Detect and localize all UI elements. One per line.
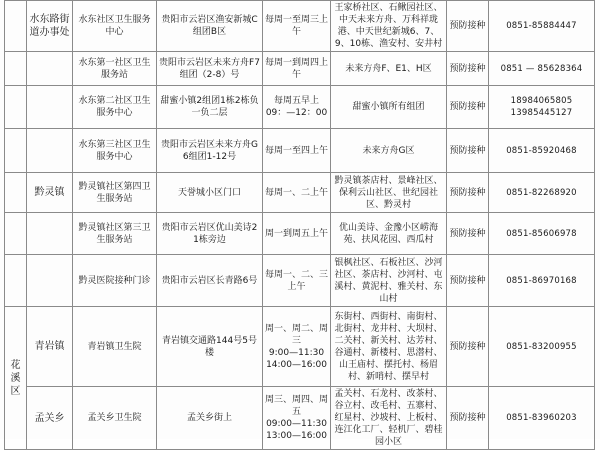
service-cell bbox=[447, 86, 489, 129]
address-text: 孟关乡街上 bbox=[186, 413, 232, 423]
area-text: 孟关村、石龙村、改茶村、谷立村、改毛村、五寨村、红星村、沙坡村、上板村、连江化工厂、轻机厂、碧桂园小区 bbox=[334, 389, 443, 447]
site-cell bbox=[73, 52, 157, 86]
area-text: 优山美诗、金豫小区崂海苑、扶风花园、西瓜村 bbox=[338, 222, 438, 245]
address-text: 贵阳市云岩区长青路6号 bbox=[161, 275, 258, 286]
address-text: 甜蜜小镇2组团1栋2栋负一负二层 bbox=[160, 96, 259, 118]
site-text: 水东第一社区卫生服务站 bbox=[78, 57, 151, 80]
service-text: 预防接种 bbox=[449, 63, 486, 74]
site-text: 水东第三社区卫生服务中心 bbox=[78, 139, 151, 162]
area-text: 银枫社区、石板社区、沙河社区、茶店村、沙河村、屯溪村、黄泥村、雅关村、东山村 bbox=[334, 257, 443, 304]
district-text: 花溪区 bbox=[10, 359, 21, 397]
phone-cell bbox=[489, 1, 595, 52]
hours-text: 09：—12：00 bbox=[265, 108, 328, 118]
address-cell bbox=[157, 129, 263, 173]
table-body bbox=[5, 1, 595, 450]
area-cell bbox=[331, 52, 447, 86]
phone-text: 0851-83960203 bbox=[506, 413, 577, 423]
phone-text: 0851-85884447 bbox=[506, 21, 577, 31]
table-row bbox=[5, 52, 595, 86]
hours-text: 周一、周二、周三 bbox=[265, 323, 329, 346]
hours-text: 9:00—11:30 14:00—16:00 bbox=[266, 347, 327, 370]
district-cell bbox=[5, 52, 27, 86]
hours-text: 13:00—16:00 bbox=[266, 431, 327, 441]
hours-cell bbox=[263, 1, 331, 52]
table-row bbox=[5, 86, 595, 129]
town-cell bbox=[27, 255, 73, 307]
area-cell bbox=[331, 255, 447, 307]
district-cell bbox=[5, 86, 27, 129]
service-cell bbox=[447, 173, 489, 213]
hours-cell bbox=[263, 213, 331, 255]
town-cell bbox=[27, 52, 73, 86]
site-text: 孟关乡卫生院 bbox=[87, 413, 142, 423]
service-cell bbox=[447, 387, 489, 450]
service-cell bbox=[447, 255, 489, 307]
hours-text: 09:00—11:30 bbox=[266, 419, 327, 429]
address-cell bbox=[157, 86, 263, 129]
service-text: 预防接种 bbox=[449, 413, 486, 423]
phone-cell bbox=[489, 255, 595, 307]
site-text: 黔灵镇社区第三卫生服务站 bbox=[78, 222, 151, 245]
town-cell bbox=[27, 173, 73, 213]
hours-cell bbox=[263, 387, 331, 450]
address-cell bbox=[157, 387, 263, 450]
address-text: 贵阳市云岩区未来方舟F7组团（2-8）号 bbox=[159, 57, 260, 80]
site-text: 水东第二社区卫生服务中心 bbox=[78, 96, 151, 118]
site-cell bbox=[73, 387, 157, 450]
service-cell bbox=[447, 1, 489, 52]
service-cell bbox=[447, 307, 489, 387]
district-cell bbox=[5, 213, 27, 255]
site-cell bbox=[73, 173, 157, 213]
phone-cell bbox=[489, 213, 595, 255]
phone-text: 0851 — 85628364 bbox=[500, 63, 583, 74]
service-text: 预防接种 bbox=[449, 21, 486, 31]
service-cell bbox=[447, 213, 489, 255]
district-cell bbox=[5, 307, 27, 450]
address-text: 天誉城小区门口 bbox=[177, 187, 241, 198]
phone-text: 13985445127 bbox=[510, 108, 573, 118]
hours-cell bbox=[263, 255, 331, 307]
hours-text: 每周五早上 bbox=[273, 96, 319, 106]
address-cell bbox=[157, 173, 263, 213]
phone-text: 0851-85920468 bbox=[506, 145, 577, 156]
area-text: 王家桥社区、石鳅园社区、中天未来方舟、万科祥珑港、中天世纪新城6、7、9、10栋、渔安村、安井村 bbox=[334, 3, 443, 49]
site-text: 水东社区卫生服务中心 bbox=[78, 15, 151, 37]
hours-cell bbox=[263, 129, 331, 173]
address-text: 贵阳市云岩区渔安新城C组团B区 bbox=[161, 15, 258, 37]
town-text: 孟关乡 bbox=[34, 412, 65, 424]
phone-cell bbox=[489, 52, 595, 86]
address-text: 贵阳市云岩区优山美诗21栋旁边 bbox=[161, 222, 258, 245]
area-cell bbox=[331, 1, 447, 52]
service-text: 预防接种 bbox=[449, 145, 486, 156]
area-cell bbox=[331, 387, 447, 450]
area-text: 黔灵镇茶店村、景峰社区、保利云山社区、世纪园社区、黔灵村 bbox=[334, 175, 443, 210]
area-text: 未来方舟F、E1、H区 bbox=[345, 63, 432, 74]
phone-cell bbox=[489, 129, 595, 173]
town-cell bbox=[27, 86, 73, 129]
hours-text: 每周一至四上午 bbox=[265, 145, 329, 156]
hours-text: 每周一、二上午 bbox=[265, 187, 329, 198]
district-cell bbox=[5, 255, 27, 307]
hours-cell bbox=[263, 52, 331, 86]
site-cell bbox=[73, 213, 157, 255]
area-cell bbox=[331, 213, 447, 255]
address-text: 贵阳市云岩区未来方舟G6组团1-12号 bbox=[161, 139, 258, 162]
town-cell bbox=[27, 213, 73, 255]
phone-text: 0851-82268920 bbox=[506, 187, 577, 198]
table-row bbox=[5, 307, 595, 387]
area-cell bbox=[331, 86, 447, 129]
service-text: 预防接种 bbox=[449, 228, 486, 239]
town-cell bbox=[27, 1, 73, 52]
phone-cell bbox=[489, 387, 595, 450]
area-text: 甜蜜小镇所有组团 bbox=[352, 102, 425, 112]
hours-cell bbox=[263, 173, 331, 213]
hours-text: 周一到周五上午 bbox=[265, 228, 329, 239]
area-cell bbox=[331, 173, 447, 213]
site-cell bbox=[73, 1, 157, 52]
site-cell bbox=[73, 255, 157, 307]
table-row bbox=[5, 1, 595, 52]
service-text: 预防接种 bbox=[449, 102, 486, 112]
area-cell bbox=[331, 307, 447, 387]
address-cell bbox=[157, 213, 263, 255]
phone-text: 18984065805 bbox=[510, 96, 573, 106]
area-text: 东街村、西街村、南街村、北街村、龙井村、大坝村、二关村、新关村、达芳村、谷通村、新楼村、思潜村、山王庙村、摆托村、杨眉村、新哨村、摆早村 bbox=[334, 311, 443, 382]
district-cell bbox=[5, 173, 27, 213]
phone-cell bbox=[489, 173, 595, 213]
address-cell bbox=[157, 1, 263, 52]
town-text: 青岩镇 bbox=[34, 341, 65, 352]
phone-cell bbox=[489, 86, 595, 129]
address-cell bbox=[157, 52, 263, 86]
site-cell bbox=[73, 129, 157, 173]
site-text: 黔灵医院接种门诊 bbox=[78, 275, 151, 286]
site-text: 青岩镇卫生院 bbox=[87, 341, 142, 352]
address-cell bbox=[157, 255, 263, 307]
site-text: 黔灵镇社区第四卫生服务站 bbox=[78, 181, 151, 204]
table-row bbox=[5, 387, 595, 450]
town-cell bbox=[27, 307, 73, 387]
area-cell bbox=[331, 129, 447, 173]
service-text: 预防接种 bbox=[449, 187, 486, 198]
table-row bbox=[5, 213, 595, 255]
address-cell bbox=[157, 307, 263, 387]
site-cell bbox=[73, 86, 157, 129]
town-cell bbox=[27, 129, 73, 173]
hours-text: 每周一、二、三上午 bbox=[265, 269, 329, 292]
hours-text: 周三、周四、周五 bbox=[265, 395, 329, 417]
phone-text: 0851-86970168 bbox=[506, 275, 577, 286]
area-text: 未来方舟G区 bbox=[362, 145, 415, 156]
town-text: 水东路街道办事处 bbox=[29, 14, 70, 38]
address-text: 青岩镇交通路144号5号楼 bbox=[162, 335, 257, 358]
phone-text: 0851-85606978 bbox=[506, 228, 577, 239]
district-cell bbox=[5, 129, 27, 173]
table-row bbox=[5, 255, 595, 307]
hours-cell bbox=[263, 307, 331, 387]
district-cell bbox=[5, 1, 27, 52]
town-cell bbox=[27, 387, 73, 450]
service-cell bbox=[447, 129, 489, 173]
phone-text: 0851-83200955 bbox=[506, 341, 577, 352]
hours-text: 每周一至周三上午 bbox=[265, 15, 329, 37]
service-text: 预防接种 bbox=[449, 275, 486, 286]
table-row bbox=[5, 129, 595, 173]
service-text: 预防接种 bbox=[449, 341, 486, 352]
town-text: 黔灵镇 bbox=[34, 187, 65, 198]
vaccination-table bbox=[4, 0, 595, 450]
site-cell bbox=[73, 307, 157, 387]
table-row bbox=[5, 173, 595, 213]
phone-cell bbox=[489, 307, 595, 387]
service-cell bbox=[447, 52, 489, 86]
hours-cell bbox=[263, 86, 331, 129]
hours-text: 每周一到周四上午 bbox=[265, 57, 329, 80]
